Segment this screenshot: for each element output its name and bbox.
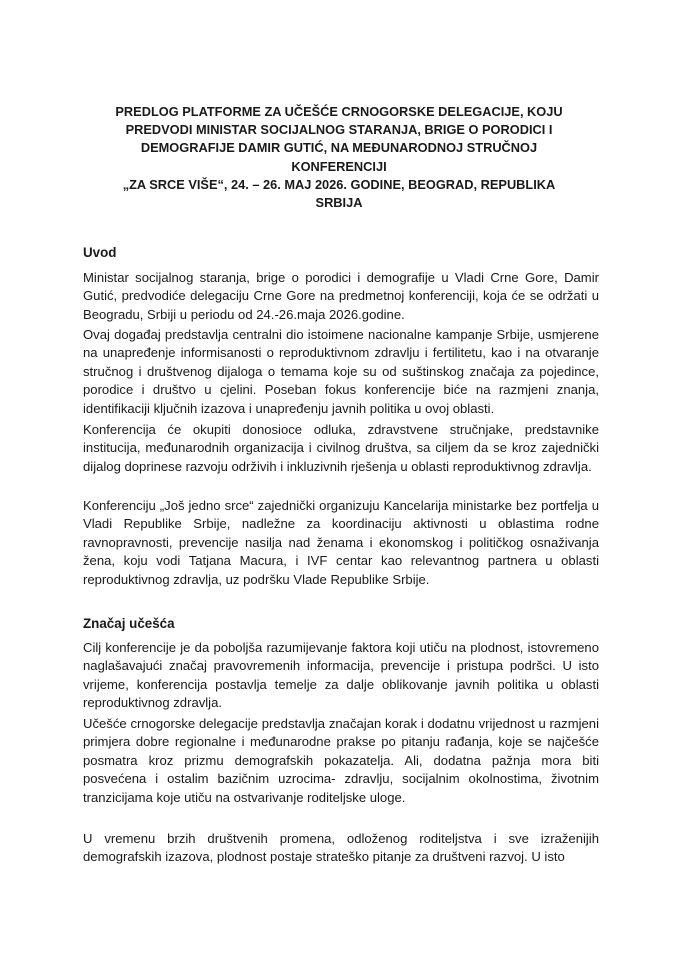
- document-subtitle: „ZA SRCE VIŠE“, 24. – 26. MAJ 2026. GODINE, BEOGRAD, REPUBLIKA SRBIJA: [122, 177, 556, 211]
- paragraph-uvod-1: Ministar socijalnog staranja, brige o porodici i demografije u Vladi Crne Gore, Damir Gutić, predvodiće delegaciju Crne Gore na predmetnoj konferenciji, koja će se održati u Beogradu, Srbiji u periodu od 24.-26.maja 2026.godine.: [83, 270, 599, 322]
- section-heading-znacaj: Značaj učešća: [83, 616, 175, 631]
- document-title: PREDLOG PLATFORME ZA UČEŠĆE CRNOGORSKE DELEGACIJE, KOJU PREDVODI MINISTAR SOCIJALNOG STARANJA, BRIGE O PORODICI I DEMOGRAFIJE DAMIR GUTIĆ, NA MEĐUNARODNOJ STRUČNOJ KONFERENCIJI: [115, 104, 563, 174]
- section-heading-uvod: Uvod: [83, 245, 117, 260]
- paragraph-uvod-2: Ovaj događaj predstavlja centralni dio istoimene nacionalne kampanje Srbije, usmjerene na unapređenje informisanosti o reproduktivnom zdravlju i fertilitetu, kao i na otvaranje stručnog i društvenog dijaloga o temama koje su od suštinskog značaja za pojedince, porodice i društvo u cjelini. Poseban fokus konferencije biće na razmjeni znanja, identifikaciji ključnih izazova i unapređenju javnih politika u ovoj oblasti.: [83, 327, 599, 416]
- paragraph-uvod-4: Konferenciju „Još jedno srce“ zajednički organizuju Kancelarija ministarke bez portfelja u Vladi Republike Srbije, nadležne za koordinaciju aktivnosti u oblastima rodne ravnopravnosti, prevencije nasilja nad ženama i ekonomskog i političkog osnaživanja žena, koju vodi Tatjana Macura, i IVF centar kao relevantnog partnera u oblasti reproduktivnog zdravlja, uz podršku Vlade Republike Srbije.: [83, 498, 599, 587]
- paragraph-znacaj-2: Učešće crnogorske delegacije predstavlja značajan korak i dodatnu vrijednost u razmjeni primjera dobre regionalne i međunarodne prakse po pitanju rađanja, koje se najčešće posmatra kroz prizmu demografskih pokazatelja. Ali, dodatna pažnja mora biti posvećena i ostalim bazičnim uzrocima- zdravlju, socijalnim okolnostima, životnim tranzicijama koje utiču na ostvarivanje roditeljske uloge.: [83, 716, 599, 805]
- paragraph-znacaj-1: Cilj konferencije je da poboljša razumijevanje faktora koji utiču na plodnost, istovremeno naglašavajući značaj pravovremenih informacija, prevencije i pristupa podršci. U isto vrijeme, konferencija postavlja temelje za dalje oblikovanje javnih politika u oblasti reproduktivnog zdravlja.: [83, 640, 599, 711]
- paragraph-znacaj-3: U vremenu brzih društvenih promena, odloženog roditeljstva i sve izraženijih demografskih izazova, plodnost postaje strateško pitanje za društveni razvoj. U isto: [83, 831, 599, 865]
- paragraph-uvod-3: Konferencija će okupiti donosioce odluka, zdravstvene stručnjake, predstavnike institucija, međunarodnih organizacija i civilnog društva, sa ciljem da se kroz zajednički dijalog doprinese razvoju održivih i inkluzivnih rješenja u oblasti reproduktivnog zdravlja.: [83, 422, 599, 474]
